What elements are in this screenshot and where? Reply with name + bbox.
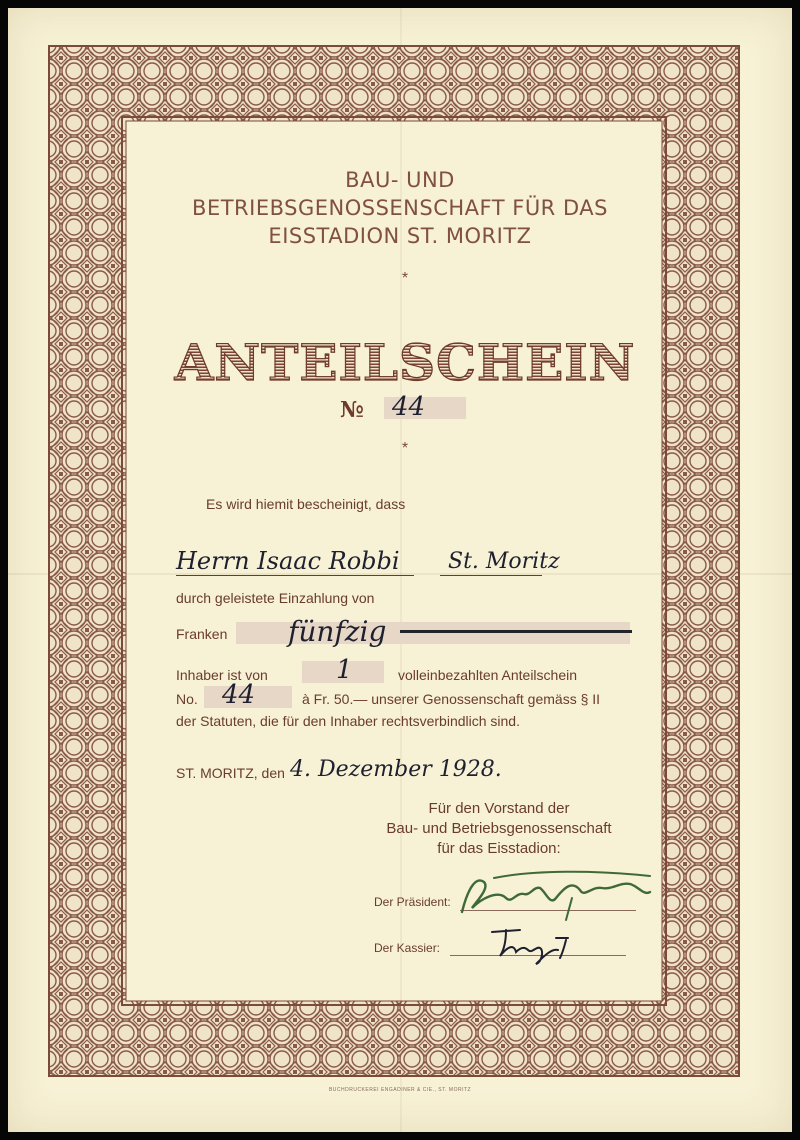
holder-name: Herrn Isaac Robbi: [176, 547, 400, 575]
amount-strike-line: [400, 630, 632, 633]
ornament-star-top: *: [401, 270, 409, 287]
no-label: No.: [176, 691, 198, 707]
certificate-number: 44: [392, 392, 426, 422]
amount-words: fünfzig: [288, 615, 387, 648]
date-place-text: ST. MORITZ, den: [176, 765, 285, 781]
ornament-star-bottom: *: [401, 440, 409, 457]
holder-place: St. Moritz: [448, 549, 560, 574]
header-line-2: BETRIEBSGENOSSENSCHAFT FÜR DAS: [192, 196, 608, 220]
number-label: №: [340, 397, 364, 423]
franken-label: Franken: [176, 626, 228, 642]
holder-suffix-text: volleinbezahlten Anteilschein: [398, 667, 578, 683]
date-handwritten: 4. Dezember 1928.: [290, 757, 502, 782]
holder-line: [176, 575, 414, 576]
holder-prefix-text: Inhaber ist von: [176, 667, 268, 683]
share-number: 44: [222, 680, 256, 710]
treasurer-label: Der Kassier:: [374, 941, 441, 955]
certificate-title: ANTEILSCHEIN: [160, 333, 650, 392]
intro-text: Es wird hiemit bescheinigt, dass: [206, 496, 406, 512]
payment-text: durch geleistete Einzahlung von: [176, 590, 375, 606]
board-line-2: Bau- und Betriebsgenossenschaft: [386, 820, 612, 837]
president-signature: [454, 868, 654, 928]
board-line-1: Für den Vorstand der: [428, 800, 570, 817]
board-line-3: für das Eisstadion:: [437, 840, 561, 857]
printer-imprint: BUCHDRUCKEREI ENGADINER & CIE., ST. MORITZ: [328, 1087, 472, 1093]
header-line-3: EISSTADION ST. MORITZ: [268, 224, 532, 248]
header-line-1: BAU- UND: [345, 168, 455, 192]
place-line: [440, 575, 542, 576]
treasurer-signature: [486, 922, 576, 970]
share-text: à Fr. 50.— unserer Genossenschaft gemäss § II: [302, 691, 601, 707]
statutes-text: der Statuten, die für den Inhaber rechtsverbindlich sind.: [176, 713, 520, 729]
president-label: Der Präsident:: [374, 895, 451, 909]
share-count: 1: [336, 655, 353, 685]
